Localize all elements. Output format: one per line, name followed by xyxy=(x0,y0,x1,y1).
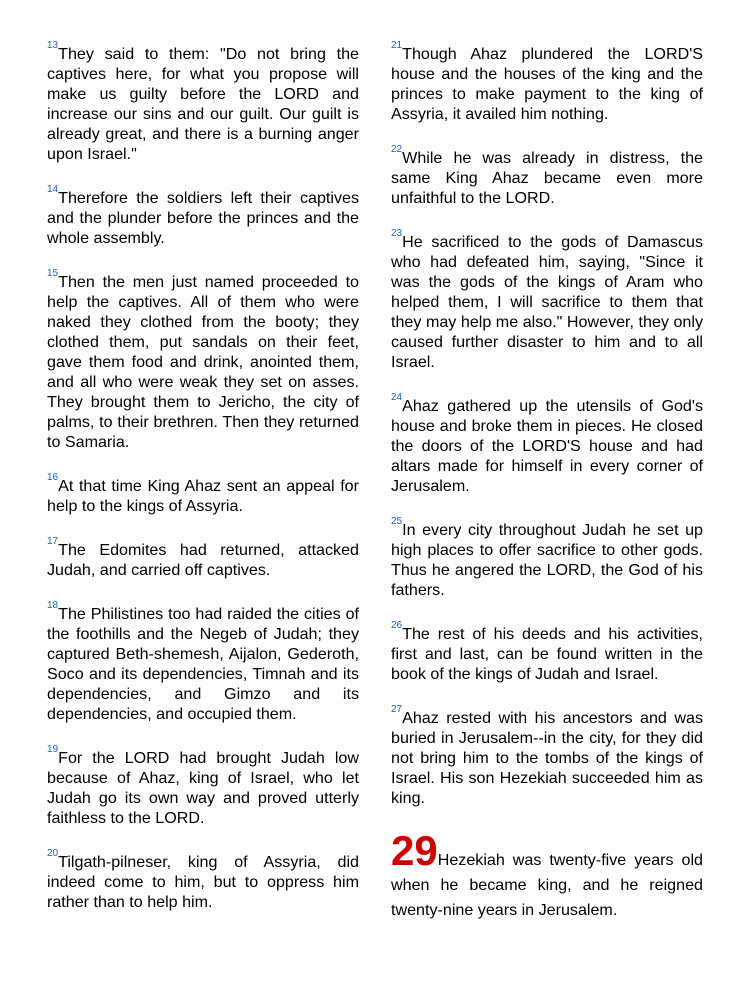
verse-text: For the LORD had brought Judah low because of Ahaz, king of Israel, who let Judah go its own way and proved utterly faithless to the LORD. xyxy=(47,749,359,827)
verse xyxy=(47,184,359,248)
verse-number: 22 xyxy=(391,144,403,155)
verse-number: 18 xyxy=(47,600,59,611)
verse-text: Ahaz rested with his ancestors and was buried in Jerusalem--in the city, for they did not bring him to the tombs of the kings of Israel. His son Hezekiah succeeded him as king. xyxy=(391,709,703,807)
verse-number: 23 xyxy=(391,228,403,239)
verse-number: 17 xyxy=(47,536,59,547)
verse-number: 20 xyxy=(47,848,59,859)
verse-number: 19 xyxy=(47,744,59,755)
verse xyxy=(47,268,359,452)
verse-text: Then the men just named proceeded to help the captives. All of them who were naked they clothed from the booty; they clothed them, put sandals on their feet, gave them food and drink, anointed them, and all who were weak they set on asses. They brought them to Jericho, the city of palms, to their brethren. Then they returned to Samaria. xyxy=(47,273,359,451)
verse xyxy=(47,536,359,580)
verse xyxy=(47,744,359,828)
verse-text: At that time King Ahaz sent an appeal for help to the kings of Assyria. xyxy=(47,477,359,515)
verse-number: 27 xyxy=(391,704,403,715)
verse-number: 21 xyxy=(391,40,403,51)
chapter-first-verse: Hezekiah was twenty-five years old when he became king, and he reigned twenty-nine years in Jerusalem. xyxy=(391,851,703,919)
verse xyxy=(391,228,703,372)
verse-text: Ahaz gathered up the utensils of God's house and broke them in pieces. He closed the doors of the LORD'S house and had altars made for himself in every corner of Jerusalem. xyxy=(391,397,703,495)
verse xyxy=(47,600,359,724)
verse-text: He sacrificed to the gods of Damascus who had defeated him, saying, "Since it was the gods of the kings of Aram who helped them, I will sacrifice to them that they may help me also." However, they only caused further disaster to him and to all Israel. xyxy=(391,233,703,371)
verse xyxy=(391,704,703,808)
verse xyxy=(391,620,703,684)
verse xyxy=(47,40,359,164)
verse xyxy=(391,144,703,208)
verse-text: Tilgath-pilneser, king of Assyria, did indeed come to him, but to oppress him rather than to help him. xyxy=(47,853,359,911)
chapter-number: 29 xyxy=(391,827,438,874)
verse-number: 14 xyxy=(47,184,59,195)
left-column xyxy=(47,40,359,936)
verse-number: 16 xyxy=(47,472,59,483)
verse-number: 15 xyxy=(47,268,59,279)
verse-number: 25 xyxy=(391,516,403,527)
verse xyxy=(47,472,359,516)
verse xyxy=(391,40,703,124)
verse-text: The Philistines too had raided the cities of the foothills and the Negeb of Judah; they captured Beth-shemesh, Aijalon, Gederoth, Soco and its dependencies, Timnah and its dependencies, and Gimzo and its dependencies, and occupied them. xyxy=(47,605,359,723)
verse-text: While he was already in distress, the same King Ahaz became even more unfaithful to the LORD. xyxy=(391,149,703,207)
verse-text: They said to them: "Do not bring the captives here, for what you propose will make us guilty before the LORD and increase our sins and our guilt. Our guilt is already great, and there is a burning anger upon Israel." xyxy=(47,45,359,163)
verse-text: In every city throughout Judah he set up high places to offer sacrifice to other gods. Thus he angered the LORD, the God of his fathers. xyxy=(391,521,703,599)
verse xyxy=(391,392,703,496)
verse-number: 26 xyxy=(391,620,403,631)
verse-number: 24 xyxy=(391,392,403,403)
verse-number: 13 xyxy=(47,40,59,51)
verse xyxy=(391,516,703,600)
verse xyxy=(47,848,359,912)
verse-text: Therefore the soldiers left their captives and the plunder before the princes and the whole assembly. xyxy=(47,189,359,247)
verse-text: The Edomites had returned, attacked Judah, and carried off captives. xyxy=(47,541,359,579)
right-column xyxy=(391,40,703,939)
chapter-start xyxy=(391,827,703,923)
verse-text: The rest of his deeds and his activities, first and last, can be found written in the book of the kings of Judah and Israel. xyxy=(391,625,703,683)
verse-text: Though Ahaz plundered the LORD'S house and the houses of the king and the princes to make payment to the king of Assyria, it availed him nothing. xyxy=(391,45,703,123)
